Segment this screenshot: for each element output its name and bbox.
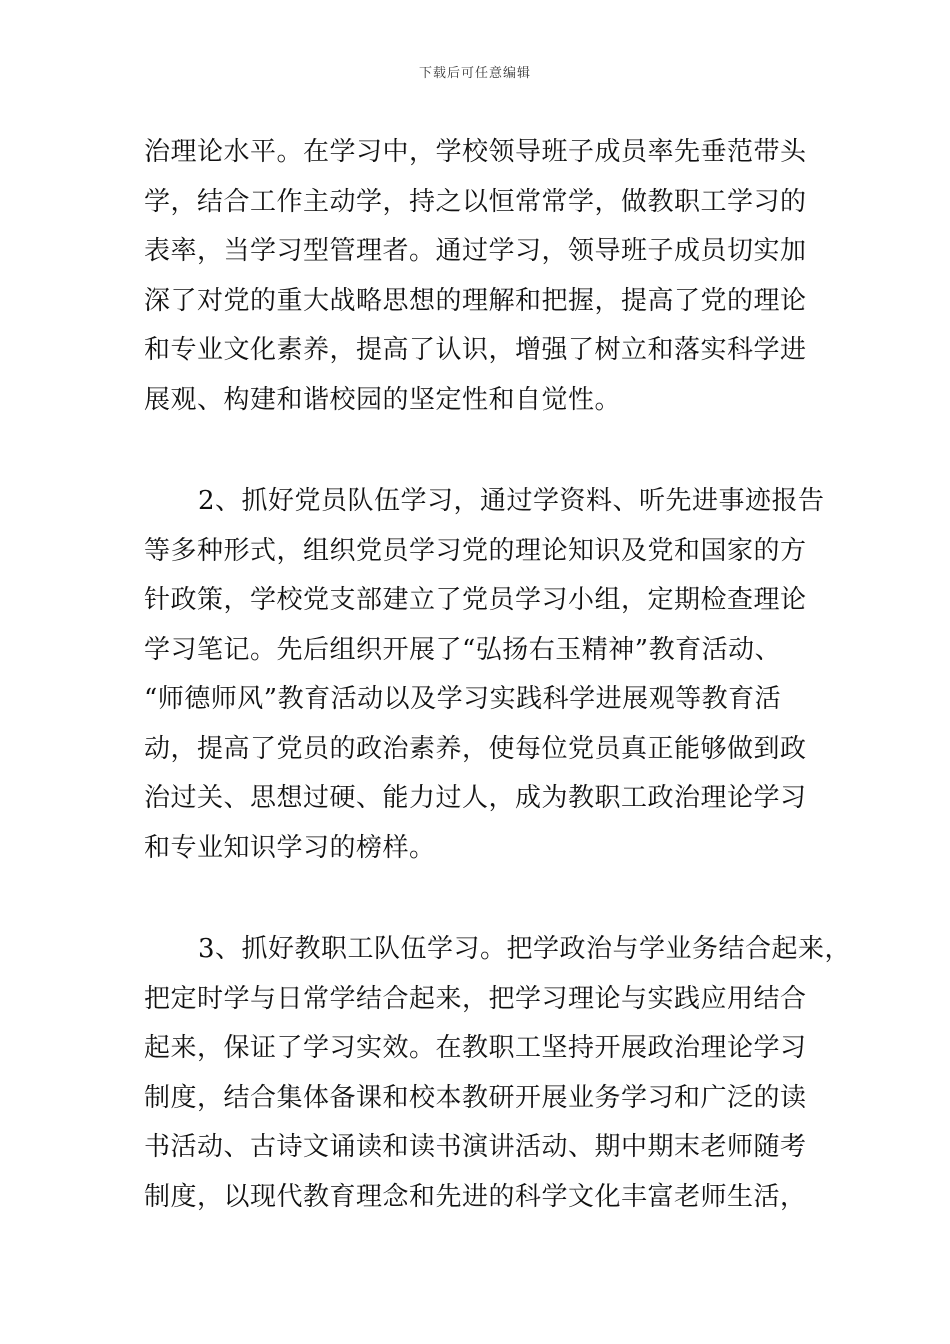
text-line: 学，结合工作主动学，持之以恒常常学，做教职工学习的 [144,186,807,217]
text-line: 把定时学与日常学结合起来，把学习理论与实践应用结合 [144,983,807,1014]
text-line: 3、抓好教职工队伍学习。把学政治与学业务结合起来， [198,934,852,964]
text-line: 表率，当学习型管理者。通过学习，领导班子成员切实加 [144,236,807,266]
paragraph-gap [144,873,824,925]
text-line: 动，提高了党员的政治素养，使每位党员真正能够做到政 [144,733,807,764]
document-body [144,128,852,1222]
text-line: 和专业文化素养，提高了认识，增强了树立和落实科学进 [144,335,807,365]
page-header: 下载后可任意编辑 [418,66,531,81]
text-line: 制度，结合集体备课和校本教研开展业务学习和广泛的读 [144,1082,807,1113]
paragraph-1 [144,128,824,425]
text-line: 等多种形式，组织党员学习党的理论知识及党和国家的方 [144,535,807,566]
text-line: 制度，以现代教育理念和先进的科学文化丰富老师生活， [144,1181,807,1212]
paragraph-gap [144,425,824,477]
text-line: “师德师风”教育活动以及学习实践科学进展观等教育活 [144,684,782,714]
text-line: 书活动、古诗文诵读和读书演讲活动、期中期末老师随考 [144,1132,807,1162]
text-line: 2、抓好党员队伍学习，通过学资料、听先进事迹报告 [198,486,825,516]
text-line: 治理论水平。在学习中，学校领导班子成员率先垂范带头 [144,137,807,167]
paragraph-2 [144,477,824,873]
text-line: 深了对党的重大战略思想的理解和把握，提高了党的理论 [144,285,807,316]
paragraph-3 [144,925,852,1222]
text-line: 治过关、思想过硬、能力过人，成为教职工政治理论学习 [144,783,807,813]
text-line: 学习笔记。先后组织开展了“弘扬右玉精神”教育活动、 [144,634,782,665]
text-line: 展观、构建和谐校园的坚定性和自觉性。 [144,384,622,415]
text-line: 和专业知识学习的榜样。 [144,832,436,863]
text-line: 起来，保证了学习实效。在教职工坚持开展政治理论学习 [144,1033,807,1063]
text-line: 针政策，学校党支部建立了党员学习小组，定期检查理论 [144,585,807,615]
